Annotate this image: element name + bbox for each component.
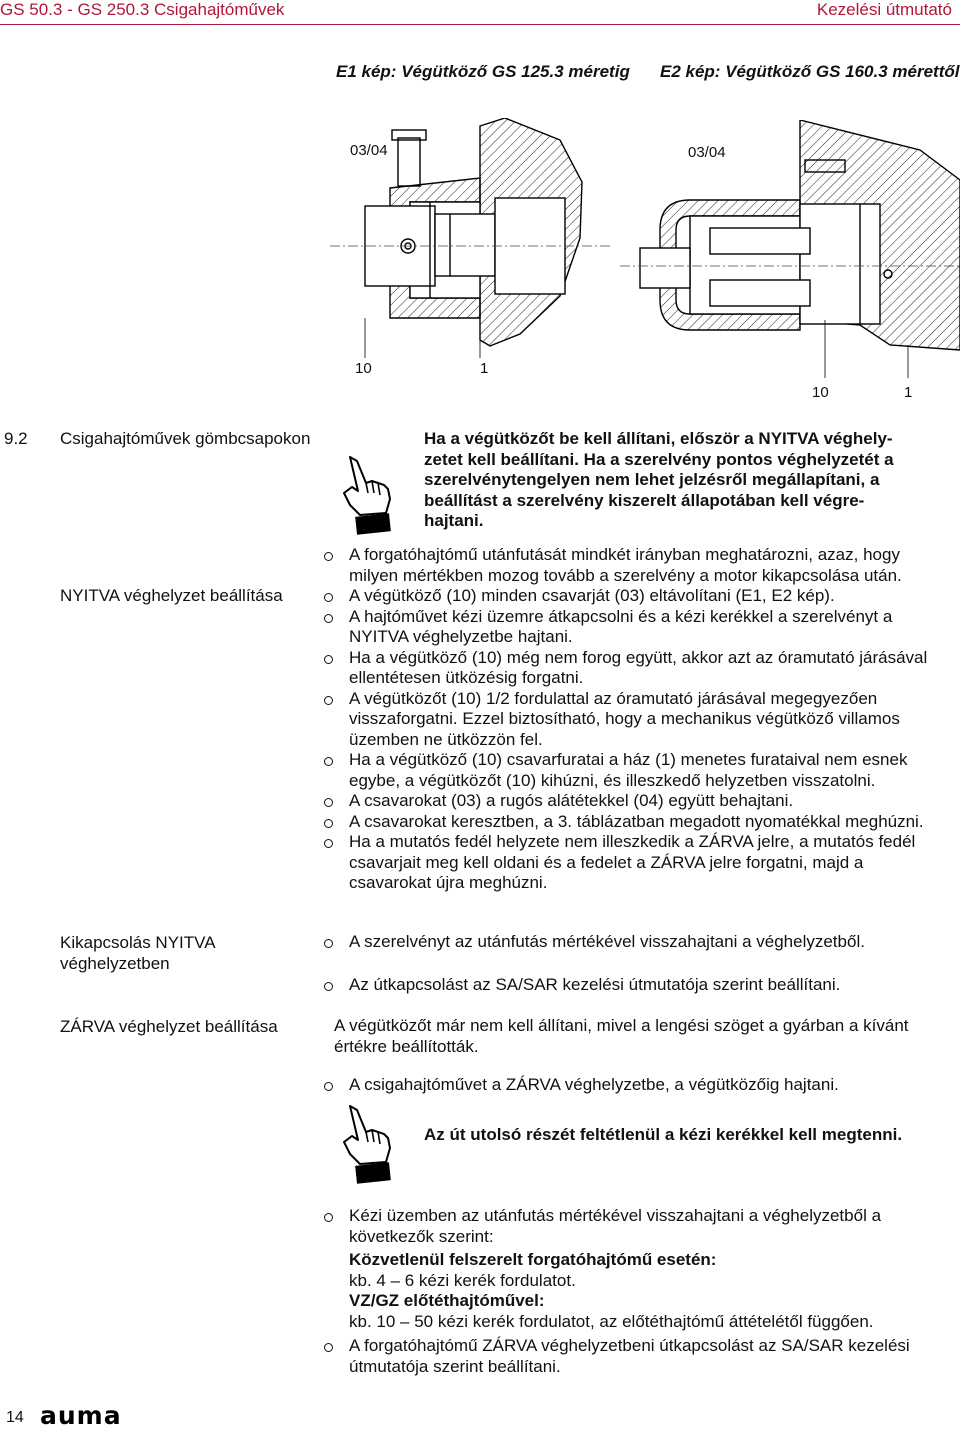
note-handwheel: Az út utolsó részét feltétlenül a kézi kerékkel kell megtenni. [424,1125,903,1144]
section-number: 9.2 [4,429,28,448]
label-housing-1-e2: 1 [904,384,913,401]
switch-off-steps [322,932,948,953]
auma-logo: auma [40,1401,122,1430]
list-item: A végütközőt (10) 1/2 fordulattal az óramutató járásával megegyezően visszaforgatni. Ezzel biztosítható, hogy a mechanikus végütköző villamos üzemben ne ütközzön fel. [322,689,948,751]
figure-caption-e1: E1 kép: Végütköző GS 125.3 méretig [336,62,630,81]
label-switch-off-open: Kikapcsolás NYITVA véghelyzetben [60,933,216,973]
header-rule [0,24,960,25]
pointing-hand-icon [338,1104,396,1184]
list-item: A csavarokat keresztben, a 3. táblázatban megadott nyomatékkal meghúzni. [322,812,948,833]
pre-gearbox-heading: VZ/GZ előtéthajtóművel: [349,1291,545,1310]
end-stop-drawing-e2 [620,120,960,380]
section-title: Csigahajtóművek gömbcsapokon [60,429,311,448]
list-item: A szerelvényt az utánfutás mértékével visszahajtani a véghelyzetből. [322,932,948,953]
closed-setting-text: A végütközőt már nem kell állítani, mivel a lengési szöget a gyárban a kívánt értékre beállították. [334,1016,909,1056]
list-item: A forgatóhajtómű ZÁRVA véghelyzetbeni útkapcsolást az SA/SAR kezelési útmutatója szerint beállítani. [322,1336,948,1377]
list-item: Az útkapcsolást az SA/SAR kezelési útmutatója szerint beállítani. [322,975,948,996]
label-screws-e1: 03/04 [350,142,388,159]
switch-off-steps-2 [322,975,948,996]
list-item: Ha a mutatós fedél helyzete nem illeszkedik a ZÁRVA jelre, a mutatós fedél csavarjait meg kell oldani és a fedelet a ZÁRVA jelre forgatni, majd a csavarokat újra meghúzni. [322,832,948,894]
final-steps [322,1206,948,1247]
closed-setting-steps [322,1075,948,1096]
page-number: 14 [6,1409,24,1426]
pointing-hand-icon [338,455,396,535]
label-closed-setting: ZÁRVA véghelyzet beállítása [60,1017,278,1036]
final-steps-2 [322,1336,948,1377]
open-setting-steps [322,545,948,894]
list-item: A végütköző (10) minden csavarját (03) eltávolítani (E1, E2 kép). [322,586,948,607]
list-item: A csigahajtóművet a ZÁRVA véghelyzetbe, a végütközőig hajtani. [322,1075,948,1096]
header-left: GS 50.3 - GS 250.3 Csigahajtóművek [0,0,285,19]
figure-caption-e2: E2 kép: Végütköző GS 160.3 mérettől [660,62,960,81]
list-item: Ha a végütköző (10) csavarfuratai a ház (1) menetes furataival nem esnek egybe, a végütközőt (10) kihúzni, és illeszkedő helyzetben visszatolni. [322,750,948,791]
list-item: Kézi üzemben az utánfutás mértékével visszahajtani a véghelyzetből a következők szerint: [322,1206,948,1247]
label-end-stop-10-e1: 10 [355,360,372,377]
list-item: A forgatóhajtómű utánfutását mindkét irányban meghatározni, azaz, hogy milyen mértékben mozog tovább a szerelvény a motor kikapcsolása után. [322,545,948,586]
label-open-setting: NYITVA véghelyzet beállítása [60,586,283,605]
direct-mount-text: kb. 4 – 6 kézi kerék fordulatot. [349,1270,576,1290]
pre-gearbox-text: kb. 10 – 50 kézi kerék fordulatot, az előtéthajtómű áttételétől függően. [349,1311,874,1331]
label-end-stop-10-e2: 10 [812,384,829,401]
label-screws-e2: 03/04 [688,144,726,161]
label-housing-1-e1: 1 [480,360,489,377]
list-item: A csavarokat (03) a rugós alátétekkel (04) együtt behajtani. [322,791,948,812]
direct-mount-heading: Közvetlenül felszerelt forgatóhajtómű esetén: [349,1250,717,1269]
header-right: Kezelési útmutató [816,0,952,19]
note-preset-open: Ha a végütközőt be kell állítani, először a NYITVA véghely- zetet kell beállítani. Ha a szerelvény pontos véghelyzetét a szerelvénytengelyen nem lehet jelzésről megállapítani, a beállítást a szerelvény kiszerelt állapotában kell végre- hajtani. [424,429,894,530]
overrun-details [349,1250,949,1332]
list-item: A hajtóművet kézi üzemre átkapcsolni és a kézi kerékkel a szerelvényt a NYITVA véghelyzetbe hajtani. [322,607,948,648]
list-item: Ha a végütköző (10) még nem forog együtt, akkor azt az óramutató járásával ellentétesen ütközésig forgatni. [322,648,948,689]
